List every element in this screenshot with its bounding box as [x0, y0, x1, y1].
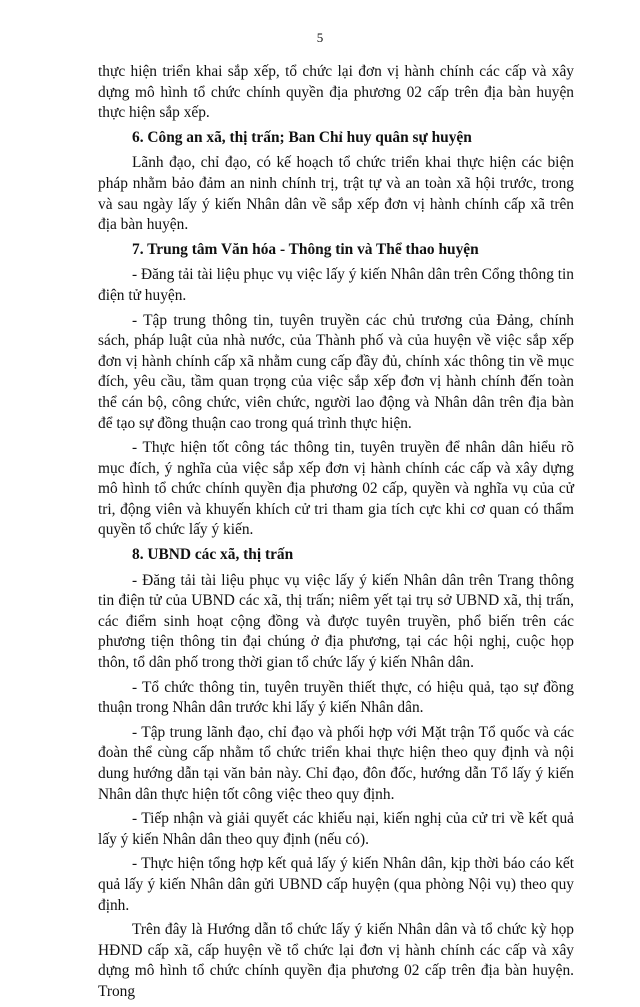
list-item-paragraph: - Đăng tải tài liệu phục vụ việc lấy ý kiến Nhân dân trên Trang thông tin điện tử của UBND các xã, thị trấn; niêm yết tại trụ sở UBND xã, thị trấn, các điểm sinh hoạt cộng đồng và được tuyên truyền, phổ biến trên các phương tiện thông tin đại chúng ở địa phương, tại các hội nghị, cuộc họp thôn, tổ dân phố trong thời gian tổ chức lấy ý kiến Nhân dân.	[98, 571, 574, 672]
list-item-paragraph: - Tiếp nhận và giải quyết các khiếu nại, kiến nghị của cử tri về kết quả lấy ý kiến Nhân dân theo quy định (nếu có).	[98, 810, 574, 848]
closing-paragraph: Trên đây là Hướng dẫn tổ chức lấy ý kiến Nhân dân và tổ chức kỳ họp HĐND cấp xã, cấp huyện về tổ chức lại đơn vị hành chính các cấp và xây dựng mô hình tổ chức chính quyền địa phương 02 cấp trên địa bàn huyện. Trong	[98, 921, 574, 1000]
page-number: 5	[316, 30, 324, 45]
section-heading-8: 8. UBND các xã, thị trấn	[132, 546, 294, 564]
document-body	[98, 62, 574, 1007]
list-item-paragraph: - Tập trung lãnh đạo, chỉ đạo và phối hợp với Mặt trận Tổ quốc và các đoàn thể cùng cấp nhằm tổ chức triển khai thực hiện theo quy định và nội dung hướng dẫn tại văn bản này. Chỉ đạo, đôn đốc, hướng dẫn Tổ lấy ý kiến Nhân dân thực hiện tốt công việc theo quy định.	[98, 723, 574, 803]
list-item-paragraph: - Tập trung thông tin, tuyên truyền các chủ trương của Đảng, chính sách, pháp luật của nhà nước, của Thành phố và của huyện về việc sắp xếp đơn vị hành chính cấp xã nhằm cung cấp đầy đủ, chính xác thông tin về mục đích, yêu cầu, tầm quan trọng của việc sắp xếp đơn vị hành chính đến toàn thể cán bộ, công chức, viên chức, người lao động và Nhân dân trên địa bàn để tạo sự đồng thuận cao trong quá trình thực hiện.	[98, 311, 574, 432]
section-heading-6: 6. Công an xã, thị trấn; Ban Chỉ huy quân sự huyện	[132, 128, 472, 146]
paragraph-continued: thực hiện triển khai sắp xếp, tổ chức lại đơn vị hành chính các cấp và xây dựng mô hình tổ chức chính quyền địa phương 02 cấp trên địa bàn huyện thực hiện sắp xếp.	[98, 63, 574, 122]
list-item-paragraph: - Tổ chức thông tin, tuyên truyền thiết thực, có hiệu quả, tạo sự đồng thuận trong Nhân dân trước khi lấy ý kiến Nhân dân.	[98, 678, 574, 717]
list-item-paragraph: - Thực hiện tốt công tác thông tin, tuyên truyền để nhân dân hiểu rõ mục đích, ý nghĩa của việc sắp xếp đơn vị hành chính các cấp và xây dựng mô hình tổ chức chính quyền địa phương 02 cấp, quyền và nghĩa vụ của cử tri, động viên và khuyến khích cử tri tham gia tích cực khi cơ quan có thẩm quyền tổ chức lấy ý kiến.	[98, 439, 574, 539]
section-heading-7: 7. Trung tâm Văn hóa - Thông tin và Thể thao huyện	[132, 240, 479, 258]
paragraph: Lãnh đạo, chỉ đạo, có kế hoạch tổ chức triển khai thực hiện các biện pháp nhằm bảo đảm an ninh chính trị, trật tự và an toàn xã hội trước, trong và sau ngày lấy ý kiến Nhân dân về sắp xếp đơn vị hành chính cấp xã trên địa bàn huyện.	[98, 154, 574, 234]
list-item-paragraph: - Thực hiện tổng hợp kết quả lấy ý kiến Nhân dân, kịp thời báo cáo kết quả lấy ý kiến Nhân dân gửi UBND cấp huyện (qua phòng Nội vụ) theo quy định.	[98, 855, 574, 914]
list-item-paragraph: - Đăng tải tài liệu phục vụ việc lấy ý kiến Nhân dân trên Cổng thông tin điện tử huyện.	[98, 266, 574, 304]
